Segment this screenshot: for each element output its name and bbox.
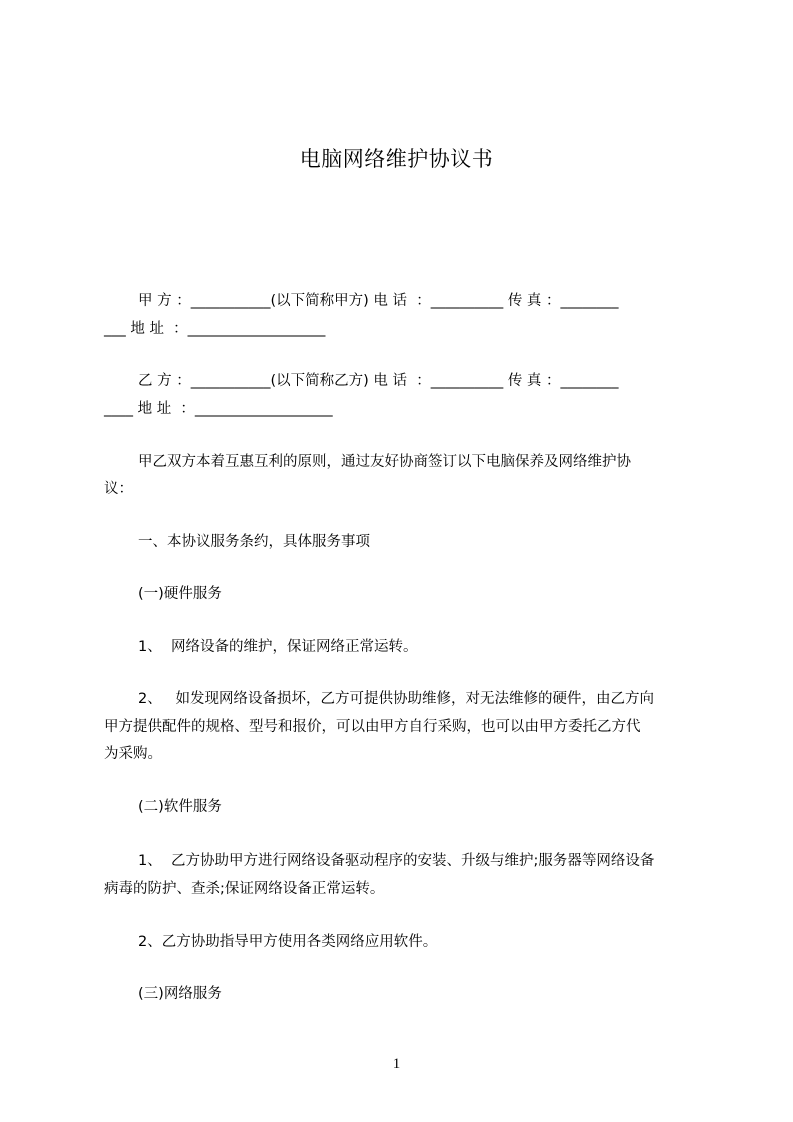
software-item-2: 2、乙方协助指导甲方使用各类网络应用软件。 xyxy=(138,934,438,950)
software-service-heading: (二)软件服务 xyxy=(138,799,222,815)
hardware-item-2-line-2: 甲方提供配件的规格、型号和报价，可以由甲方自行采购，也可以由甲方委托乙方代 xyxy=(104,719,641,735)
party-b-line-2: ____ 地 址 ：___________________ xyxy=(104,401,333,417)
document-title: 电脑网络维护协议书 xyxy=(299,147,494,171)
intro-paragraph-line-1: 甲乙双方本着互惠互利的原则，通过友好协商签订以下电脑保养及网络维护协 xyxy=(138,454,631,470)
party-b-line-1: 乙 方 ：___________(以下简称乙方) 电 话 ：__________ 传 真 ：________ xyxy=(138,373,619,389)
software-item-1-line-1: 1、 乙方协助甲方进行网络设备驱动程序的安装、升级与维护;服务器等网络设备 xyxy=(138,853,655,869)
hardware-item-1: 1、 网络设备的维护，保证网络正常运转。 xyxy=(138,639,418,655)
software-item-1-line-2: 病毒的防护、查杀;保证网络设备正常运转。 xyxy=(104,881,385,897)
hardware-item-2-line-1: 2、 如发现网络设备损坏，乙方可提供协助维修，对无法维修的硬件，由乙方向 xyxy=(138,691,655,707)
page-number: 1 xyxy=(392,1056,401,1072)
hardware-item-2-line-3: 为采购。 xyxy=(104,746,162,762)
party-a-line-2: ___ 地 址 ：___________________ xyxy=(104,321,326,337)
intro-paragraph-line-2: 议： xyxy=(104,481,133,497)
party-a-line-1: 甲 方 ：___________(以下简称甲方) 电 话 ：__________ 传 真 ：________ xyxy=(138,293,619,309)
network-service-heading: (三)网络服务 xyxy=(138,986,222,1002)
section-1-heading: 一、本协议服务条约，具体服务事项 xyxy=(138,534,370,550)
hardware-service-heading: (一)硬件服务 xyxy=(138,586,222,602)
